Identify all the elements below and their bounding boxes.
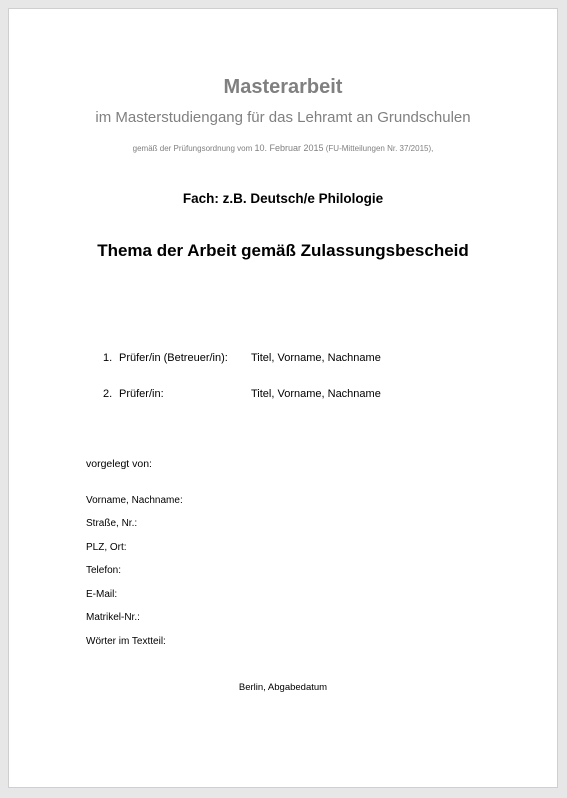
examiner-2 [103,388,381,400]
subject-line: Fach: z.B. Deutsch/e Philologie [182,191,384,206]
field-zip-city: PLZ, Ort: [86,542,127,553]
examiner-1 [103,352,381,364]
field-phone: Telefon: [86,565,122,576]
submitted-by-label: vorgelegt von: [86,458,152,470]
regulation-suffix: (FU-Mitteilungen Nr. 37/2015), [323,144,434,153]
field-email: E-Mail: [86,589,118,600]
examiner-role: Prüfer/in: [119,388,164,400]
regulation-date: 10. Februar 2015 [254,143,324,153]
document-title: Masterarbeit [223,76,343,98]
place-date: Berlin, Abgabedatum [238,682,328,693]
regulation-prefix: gemäß der Prüfungsordnung vom [132,144,255,153]
field-street: Straße, Nr.: [86,518,138,529]
thesis-title: Thema der Arbeit gemäß Zulassungsbescheid [97,241,469,260]
document-page [8,8,558,788]
examiner-number: 1. [103,352,113,364]
regulation-note [9,143,557,153]
document-subtitle: im Masterstudiengang für das Lehramt an Grundschulen [95,109,471,126]
field-name: Vorname, Nachname: [86,495,183,506]
field-matriculation: Matrikel-Nr.: [86,612,140,623]
field-word-count: Wörter im Textteil: [86,636,166,647]
examiner-name: Titel, Vorname, Nachname [251,388,381,400]
examiner-name: Titel, Vorname, Nachname [251,352,381,364]
examiner-role: Prüfer/in (Betreuer/in): [119,352,228,364]
examiner-number: 2. [103,388,113,400]
